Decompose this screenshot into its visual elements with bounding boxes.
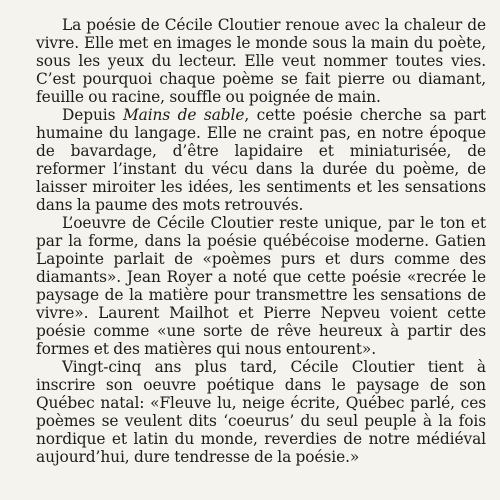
paragraph-2-body: , cette poésie cherche sa part humaine du langage. Elle ne craint pas, en notre époque de bavardage, d’être lapidaire et miniaturisée, de reformer l’instant du vécu dans la durée du poème, de laisser miroiter les idées, les sentiments et les sensations dans la paume des mots retrouvés. xyxy=(36,106,486,214)
paragraph-2-lead: Depuis xyxy=(62,106,123,124)
paragraph-3: L’oeuvre de Cécile Cloutier reste unique, par le ton et par la forme, dans la poésie québécoise moderne. Gatien Lapointe parlait de «poèmes purs et durs comme des diamants». Jean Royer a noté que cette poésie «recrée le paysage de la matière pour transmettre les sensations de vivre». Laurent Mailhot et Pierre Nepveu voient cette poésie comme «une sorte de rêve heureux à partir des formes et des matières qui nous entourent». xyxy=(36,214,486,358)
book-title: Mains de sable xyxy=(122,106,245,124)
text-block xyxy=(36,16,486,466)
paragraph-2 xyxy=(36,106,486,214)
paragraph-4: Vingt-cinq ans plus tard, Cécile Cloutier tient à inscrire son oeuvre poétique dans le paysage de son Québec natal: «Fleuve lu, neige écrite, Québec parlé, ces poèmes se veulent dits ‘coeurus’ du seul peuple à la fois nordique et latin du monde, reverdies de notre médiéval aujourd’hui, dure tendresse de la poésie.» xyxy=(36,358,486,466)
paragraph-1: La poésie de Cécile Cloutier renoue avec la chaleur de vivre. Elle met en images le monde sous la main du poète, sous les yeux du lecteur. Elle veut nommer toutes vies. C’est pourquoi chaque poème se fait pierre ou diamant, feuille ou racine, souffle ou poignée de main. xyxy=(36,16,486,106)
